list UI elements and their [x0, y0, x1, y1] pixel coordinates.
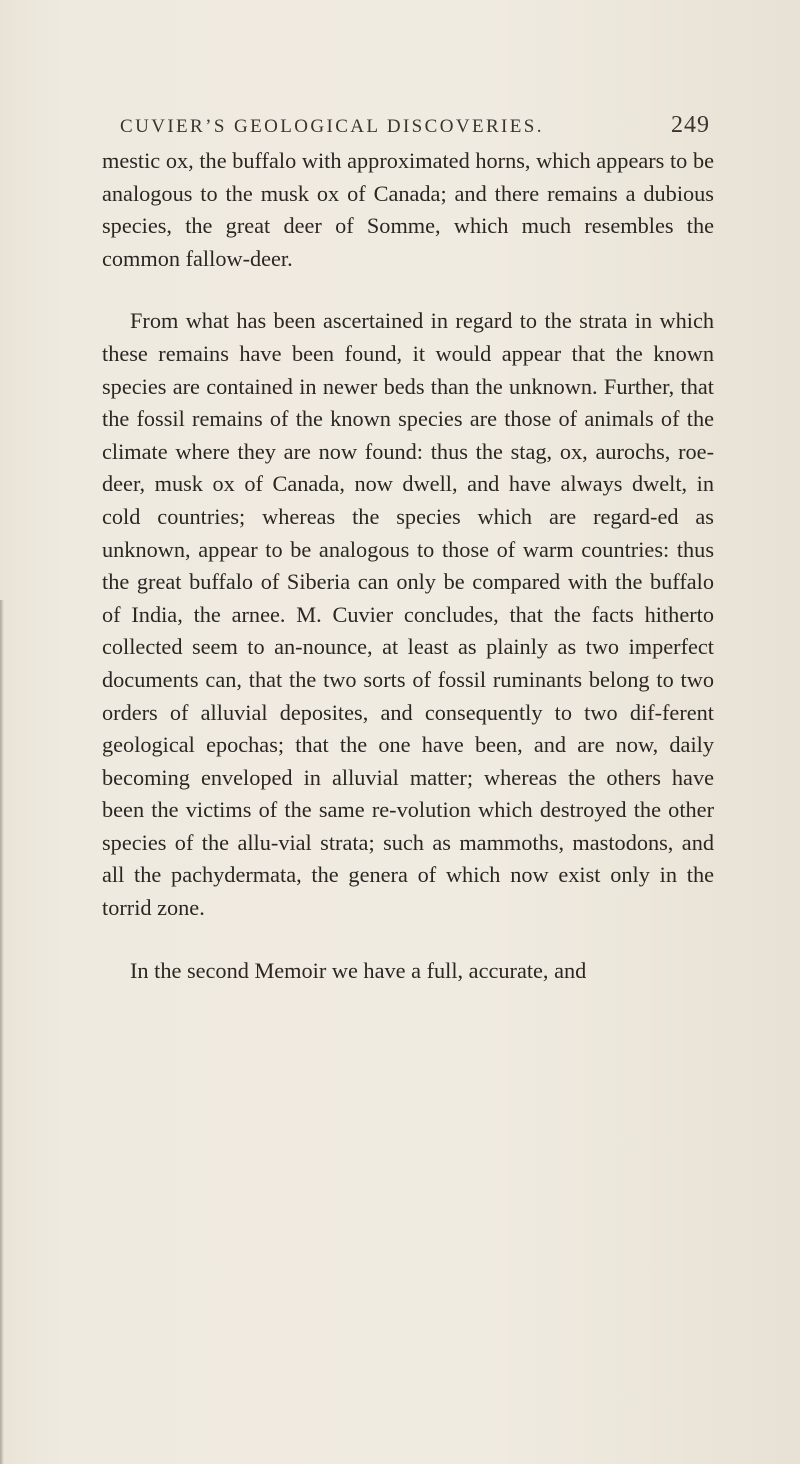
paragraph-continuation: mestic ox, the buffalo with approximated horns, which appears to be analogous to the musk ox of Canada; and there remains a dubious species, the great deer of Somme, which much resembles the common fallow-deer.	[102, 148, 714, 271]
running-head: CUVIER’S GEOLOGICAL DISCOVERIES.	[120, 116, 544, 137]
page-number: 249	[671, 112, 710, 138]
page-edge-shadow	[0, 600, 4, 1464]
page-header	[120, 112, 710, 139]
paragraph-gap	[102, 275, 714, 305]
paragraph-strata: From what has been ascertained in regard to the strata in which these remains have been found, it would appear that the known species are contained in newer beds than the unknown. Further, that the fossil remains of the known species are those of animals of the climate where they are now found: thus the stag, ox, aurochs, roe-deer, musk ox of Canada, now dwell, and have always dwelt, in cold countries; whereas the species which are regard-ed as unknown, appear to be analogous to those of warm countries: thus the great buffalo of Siberia can only be compared with the buffalo of India, the arnee. M. Cuvier concludes, that the facts hitherto collected seem to an-nounce, at least as plainly as two imperfect documents can, that the two sorts of fossil ruminants belong to two orders of alluvial deposites, and consequently to two dif-ferent geological epochas; that the one have been, and are now, daily becoming enveloped in alluvial matter; whereas the others have been the victims of the same re-volution which destroyed the other species of the allu-vial strata; such as mammoths, mastodons, and all the pachydermata, the genera of which now exist only in the torrid zone.	[102, 308, 714, 921]
paragraph-gap	[102, 925, 714, 955]
body-text	[102, 145, 714, 987]
paragraph-second-memoir: In the second Memoir we have a full, accurate, and	[130, 957, 587, 983]
